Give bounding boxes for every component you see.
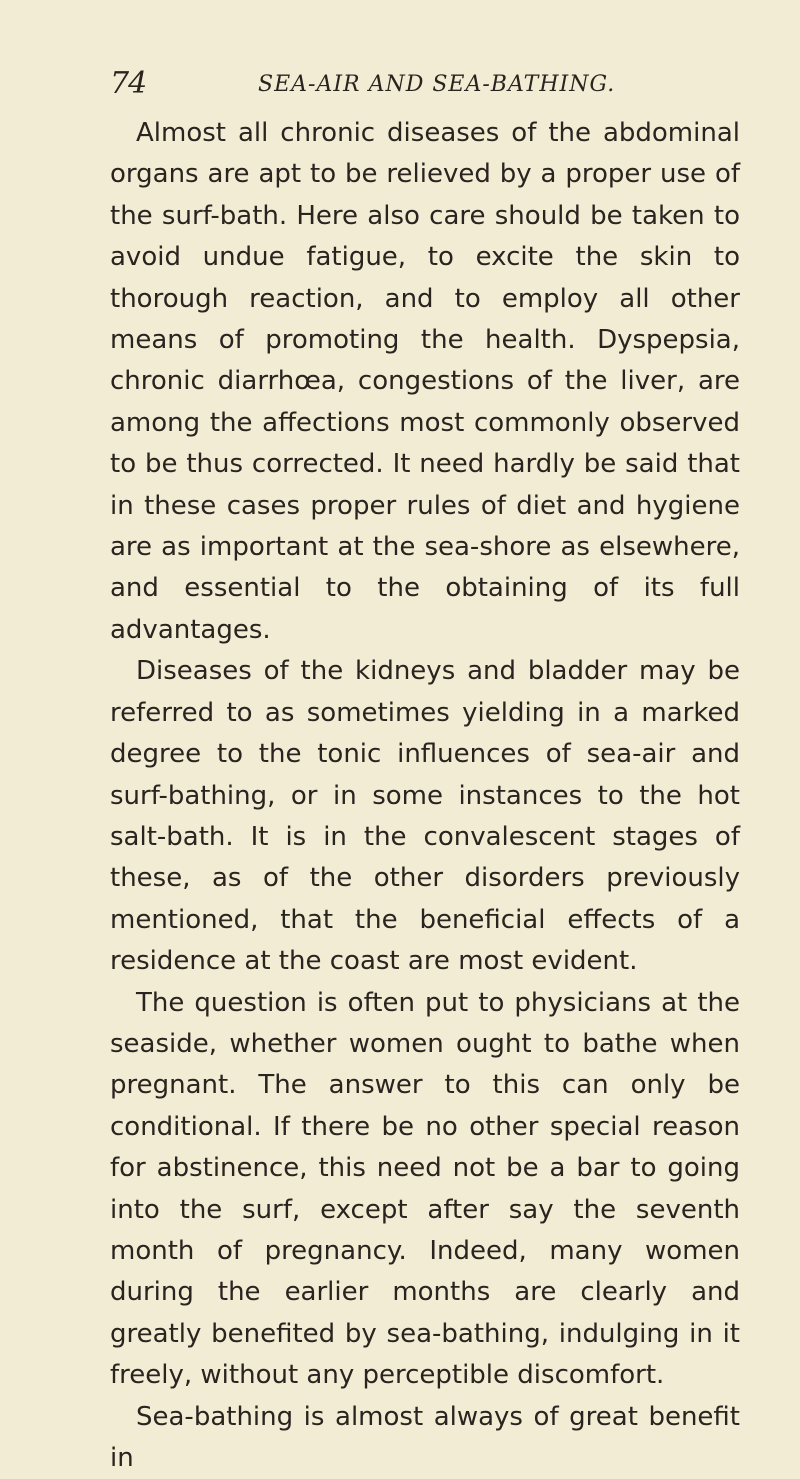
running-title: SEA-AIR AND SEA-BATHING. <box>258 72 616 97</box>
paragraph-pregnancy-question: The question is often put to physicians at the seaside, whether women ought to bathe when pregnant. The answer to this can only be conditional. If there be no other special reason for abstinence, this need not be a bar to going into the surf, except after say the seventh month of pregnancy. Indeed, many women during the earlier months are clearly and greatly benefited by sea-bathing, indulging in it freely, without any perceptible discomfort. <box>110 987 740 1391</box>
body-text <box>110 113 740 1479</box>
page-header <box>0 62 800 102</box>
paragraph-abdominal-diseases: Almost all chronic diseases of the abdominal organs are apt to be relieved by a proper use of the surf-bath. Here also care should be taken to avoid undue fatigue, to excite the skin to thorough reaction, and to employ all other means of promoting the health. Dyspepsia, chronic diarrhœa, congestions of the liver, are among the affections most commonly observed to be thus corrected. It need hardly be said that in these cases proper rules of diet and hygiene are as important at the sea-shore as elsewhere, and essential to the obtaining of its full advantages. <box>110 118 740 645</box>
paragraph-kidney-diseases: Diseases of the kidneys and bladder may be referred to as sometimes yielding in a marked degree to the tonic influences of sea-air and surf-bathing, or in some instances to the hot salt-bath. It is in the convalescent stages of these, as of the other disorders previously mentioned, that the beneficial effects of a residence at the coast are most evident. <box>110 656 740 977</box>
page-number: 74 <box>110 66 147 101</box>
paragraph-sea-bathing-benefit: Sea-bathing is almost always of great benefit in <box>110 1401 740 1473</box>
